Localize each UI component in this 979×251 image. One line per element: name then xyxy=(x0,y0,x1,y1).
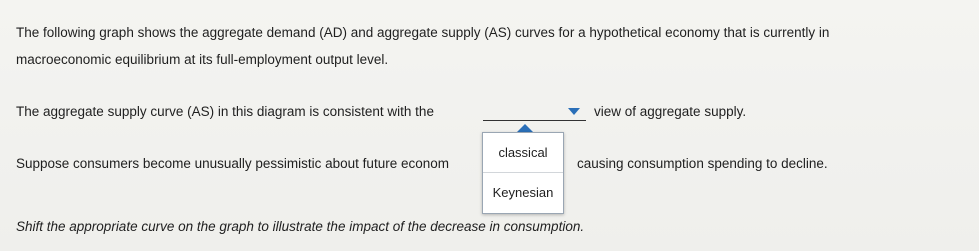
intro-text-line2: macroeconomic equilibrium at its full-employment output level. xyxy=(16,52,389,67)
question2-text-after: causing consumption spending to decline. xyxy=(577,156,828,171)
intro-text-line1: The following graph shows the aggregate demand (AD) and aggregate supply (AS) curves for a hypothetical economy that is currently in xyxy=(16,25,830,40)
dropdown-option-classical[interactable]: classical xyxy=(498,144,548,160)
question2-text: Suppose consumers become unusually pessimistic about future econom xyxy=(16,156,449,171)
question1-text: The aggregate supply curve (AS) in this diagram is consistent with the xyxy=(16,104,434,119)
chevron-down-icon[interactable] xyxy=(568,108,580,115)
instruction-text: Shift the appropriate curve on the graph to illustrate the impact of the decrease in consumption. xyxy=(16,219,585,234)
dropdown-underline xyxy=(483,120,586,121)
question1-text-after: view of aggregate supply. xyxy=(594,104,747,119)
dropdown-caret-icon xyxy=(517,124,533,132)
dropdown-menu xyxy=(482,132,564,214)
aggregate-supply-view-dropdown[interactable] xyxy=(483,103,586,123)
dropdown-option-keynesian[interactable]: Keynesian xyxy=(492,184,554,200)
